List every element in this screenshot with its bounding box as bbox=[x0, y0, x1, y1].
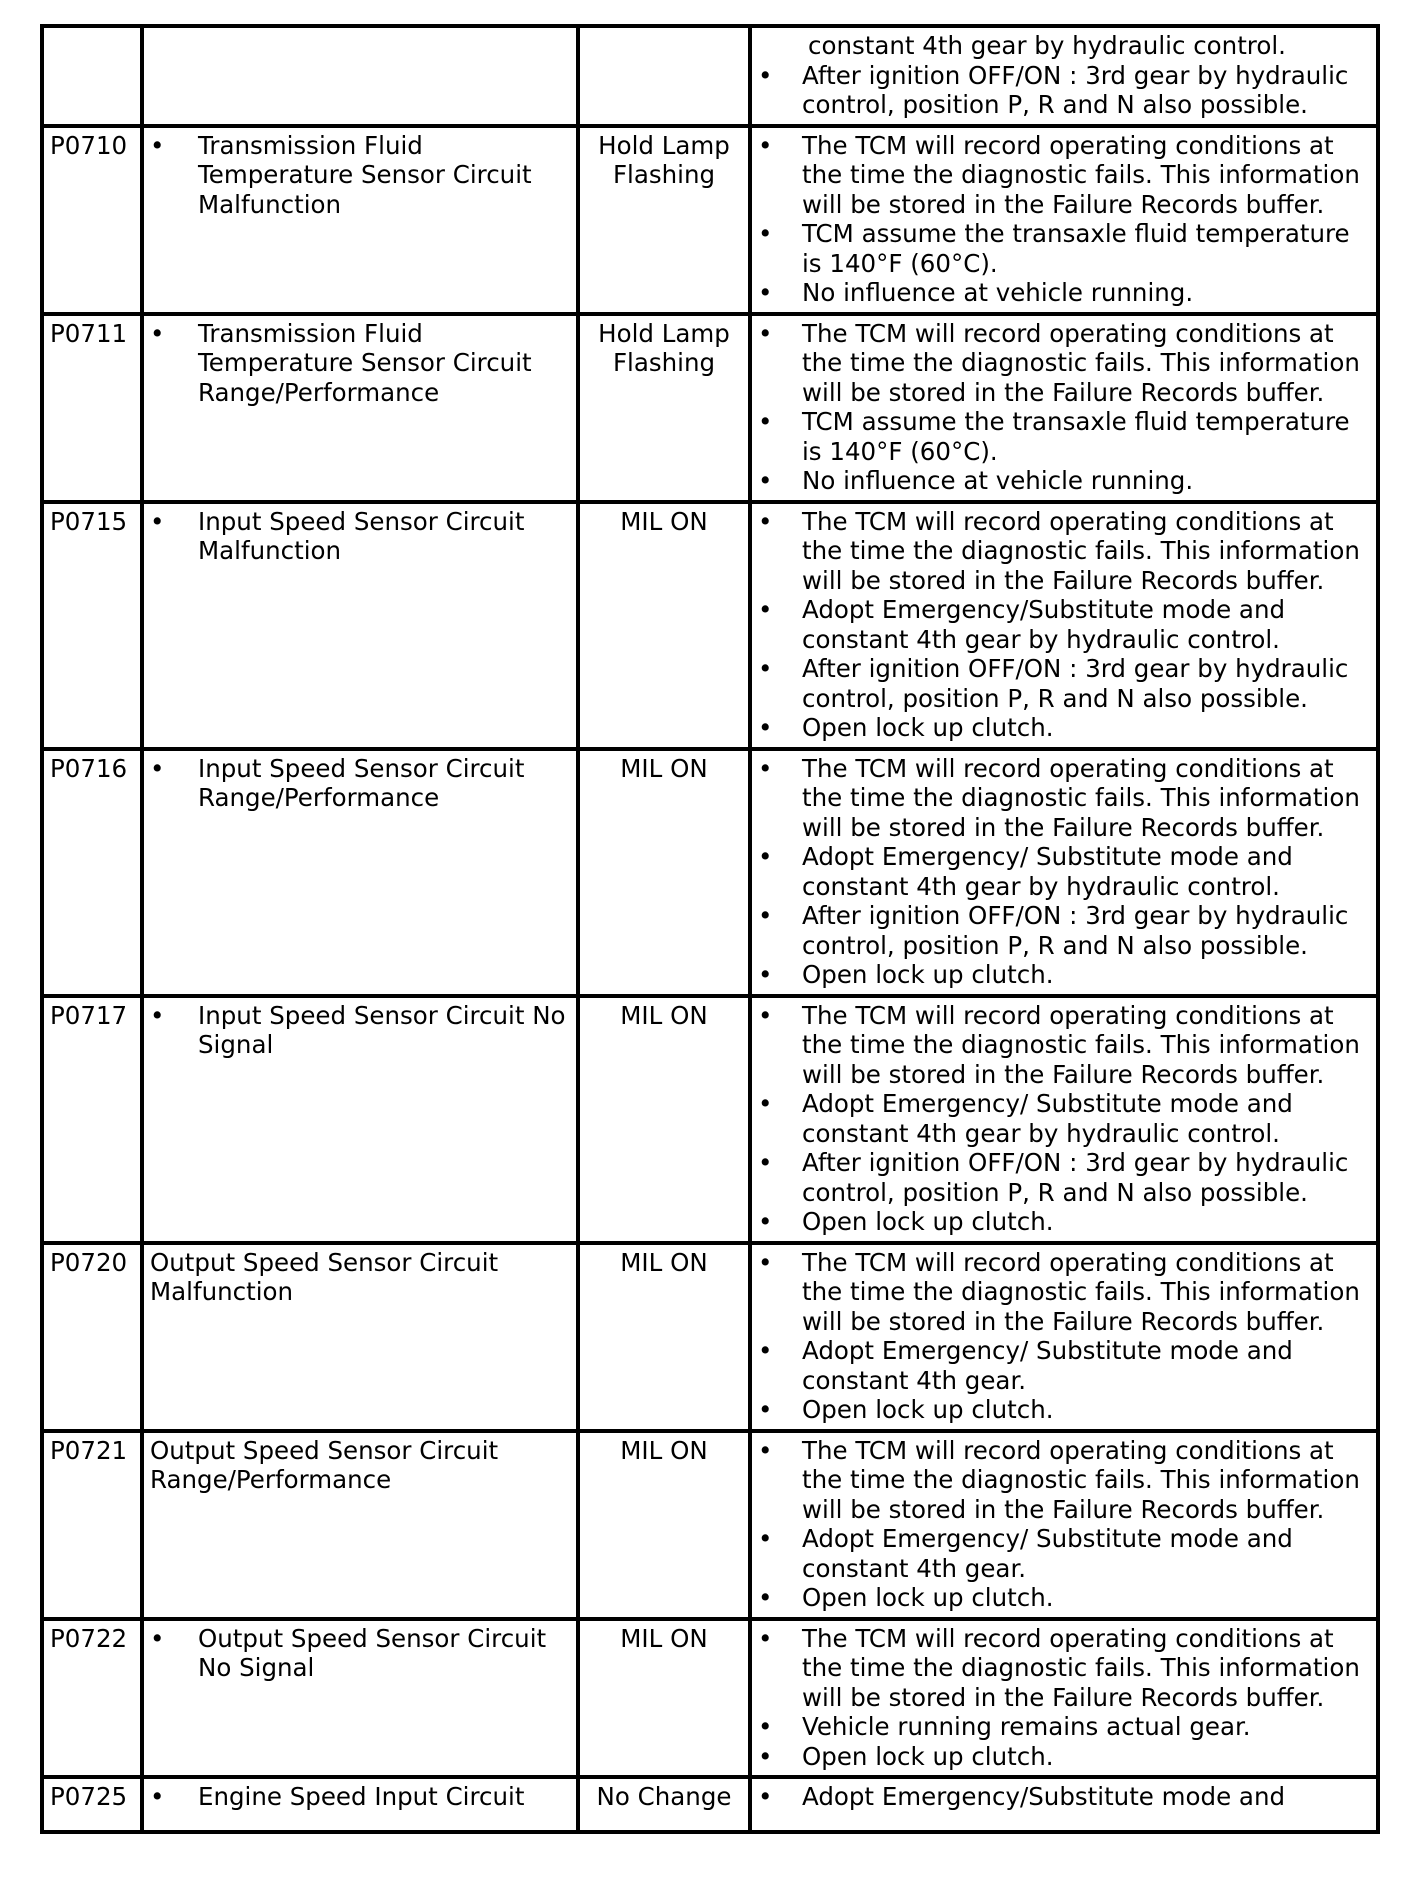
action-item: • The TCM will record operating conditions at the time the diagnostic fails. This information will be stored in the Failure Records buffer. bbox=[758, 754, 1370, 843]
dtc-code: P0722 bbox=[42, 1619, 142, 1778]
mil-status: MIL ON bbox=[578, 1431, 750, 1619]
mil-status: MIL ON bbox=[578, 502, 750, 749]
fail-safe-actions bbox=[750, 1431, 1378, 1619]
dtc-condition-cell bbox=[142, 996, 578, 1243]
dtc-condition-cell bbox=[142, 1431, 578, 1619]
table-row bbox=[42, 314, 1378, 502]
dtc-code: P0711 bbox=[42, 314, 142, 502]
action-item: • After ignition OFF/ON : 3rd gear by hydraulic control, position P, R and N also possible. bbox=[758, 654, 1370, 713]
action-item: • The TCM will record operating conditions at the time the diagnostic fails. This information will be stored in the Failure Records buffer. bbox=[758, 1001, 1370, 1090]
dtc-condition-cell bbox=[142, 502, 578, 749]
dtc-condition-cell bbox=[142, 1777, 578, 1832]
dtc-table bbox=[40, 24, 1380, 1834]
fail-safe-actions bbox=[750, 996, 1378, 1243]
fail-safe-actions bbox=[750, 126, 1378, 314]
table-row bbox=[42, 1243, 1378, 1431]
action-item: • After ignition OFF/ON : 3rd gear by hydraulic control, position P, R and N also possible. bbox=[758, 901, 1370, 960]
dtc-code: P0710 bbox=[42, 126, 142, 314]
action-item: constant 4th gear by hydraulic control. bbox=[808, 31, 1286, 60]
table-row bbox=[42, 1777, 1378, 1832]
dtc-condition: Output Speed Sensor Circuit Malfunction bbox=[150, 1247, 499, 1306]
table-row bbox=[42, 26, 1378, 126]
action-item: • The TCM will record operating conditions at the time the diagnostic fails. This information will be stored in the Failure Records buffer. bbox=[758, 507, 1370, 596]
dtc-code: P0715 bbox=[42, 502, 142, 749]
action-item: • After ignition OFF/ON : 3rd gear by hydraulic control, position P, R and N also possible. bbox=[758, 1148, 1370, 1207]
action-item: • Vehicle running remains actual gear. bbox=[758, 1712, 1370, 1742]
action-item: • Adopt Emergency/ Substitute mode and constant 4th gear. bbox=[758, 1336, 1370, 1395]
table-row bbox=[42, 996, 1378, 1243]
dtc-condition: • Input Speed Sensor Circuit No Signal bbox=[150, 1001, 570, 1060]
action-item: • Open lock up clutch. bbox=[758, 1742, 1370, 1772]
mil-status: MIL ON bbox=[578, 1619, 750, 1778]
dtc-code: P0717 bbox=[42, 996, 142, 1243]
action-item: • The TCM will record operating conditions at the time the diagnostic fails. This information will be stored in the Failure Records buffer. bbox=[758, 1248, 1370, 1337]
action-item: • Open lock up clutch. bbox=[758, 960, 1370, 990]
table-row bbox=[42, 126, 1378, 314]
action-item: • After ignition OFF/ON : 3rd gear by hydraulic control, position P, R and N also possible. bbox=[758, 61, 1370, 120]
mil-status: No Change bbox=[578, 1777, 750, 1832]
action-item: • Open lock up clutch. bbox=[758, 1583, 1370, 1613]
dtc-condition-cell bbox=[142, 26, 578, 126]
action-item: • No influence at vehicle running. bbox=[758, 466, 1370, 496]
action-item: • TCM assume the transaxle fluid temperature is 140°F (60°C). bbox=[758, 407, 1370, 466]
document-page bbox=[40, 24, 1380, 1834]
action-item: • TCM assume the transaxle fluid temperature is 140°F (60°C). bbox=[758, 219, 1370, 278]
mil-status: MIL ON bbox=[578, 996, 750, 1243]
action-item: • Adopt Emergency/Substitute mode and bbox=[758, 1782, 1370, 1812]
dtc-condition: • Input Speed Sensor Circuit Malfunction bbox=[150, 507, 570, 566]
dtc-condition-cell bbox=[142, 126, 578, 314]
dtc-condition-cell bbox=[142, 314, 578, 502]
dtc-condition-cell bbox=[142, 749, 578, 996]
table-row bbox=[42, 502, 1378, 749]
fail-safe-actions bbox=[750, 502, 1378, 749]
dtc-condition: Output Speed Sensor Circuit Range/Performance bbox=[150, 1435, 499, 1494]
dtc-code: P0716 bbox=[42, 749, 142, 996]
fail-safe-actions bbox=[750, 749, 1378, 996]
action-item: • The TCM will record operating conditions at the time the diagnostic fails. This information will be stored in the Failure Records buffer. bbox=[758, 1624, 1370, 1713]
action-item: • Open lock up clutch. bbox=[758, 713, 1370, 743]
mil-status bbox=[578, 26, 750, 126]
fail-safe-actions bbox=[750, 1777, 1378, 1832]
action-item: • Open lock up clutch. bbox=[758, 1395, 1370, 1425]
dtc-condition: • Output Speed Sensor Circuit No Signal bbox=[150, 1624, 570, 1683]
action-item: • The TCM will record operating conditions at the time the diagnostic fails. This information will be stored in the Failure Records buffer. bbox=[758, 131, 1370, 220]
dtc-condition: • Engine Speed Input Circuit bbox=[150, 1782, 570, 1812]
dtc-condition: • Transmission Fluid Temperature Sensor Circuit Malfunction bbox=[150, 131, 570, 220]
action-item: • Adopt Emergency/ Substitute mode and constant 4th gear by hydraulic control. bbox=[758, 1089, 1370, 1148]
table-row bbox=[42, 1431, 1378, 1619]
action-item: • No influence at vehicle running. bbox=[758, 278, 1370, 308]
mil-status: Hold Lamp Flashing bbox=[578, 126, 750, 314]
fail-safe-actions bbox=[750, 1243, 1378, 1431]
fail-safe-actions bbox=[750, 1619, 1378, 1778]
action-item: • Open lock up clutch. bbox=[758, 1207, 1370, 1237]
dtc-table-body bbox=[42, 26, 1378, 1832]
action-item: • Adopt Emergency/ Substitute mode and constant 4th gear by hydraulic control. bbox=[758, 842, 1370, 901]
mil-status: MIL ON bbox=[578, 749, 750, 996]
fail-safe-actions bbox=[750, 26, 1378, 126]
dtc-code: P0720 bbox=[42, 1243, 142, 1431]
table-row bbox=[42, 1619, 1378, 1778]
dtc-condition-cell bbox=[142, 1619, 578, 1778]
action-item: • The TCM will record operating conditions at the time the diagnostic fails. This information will be stored in the Failure Records buffer. bbox=[758, 1436, 1370, 1525]
mil-status: Hold Lamp Flashing bbox=[578, 314, 750, 502]
dtc-code bbox=[42, 26, 142, 126]
dtc-condition-cell bbox=[142, 1243, 578, 1431]
dtc-condition: • Transmission Fluid Temperature Sensor Circuit Range/Performance bbox=[150, 319, 570, 408]
dtc-code: P0721 bbox=[42, 1431, 142, 1619]
action-item: • The TCM will record operating conditions at the time the diagnostic fails. This information will be stored in the Failure Records buffer. bbox=[758, 319, 1370, 408]
table-row bbox=[42, 749, 1378, 996]
dtc-condition: • Input Speed Sensor Circuit Range/Performance bbox=[150, 754, 570, 813]
action-item: • Adopt Emergency/Substitute mode and constant 4th gear by hydraulic control. bbox=[758, 595, 1370, 654]
action-item: • Adopt Emergency/ Substitute mode and constant 4th gear. bbox=[758, 1524, 1370, 1583]
fail-safe-actions bbox=[750, 314, 1378, 502]
dtc-code: P0725 bbox=[42, 1777, 142, 1832]
mil-status: MIL ON bbox=[578, 1243, 750, 1431]
